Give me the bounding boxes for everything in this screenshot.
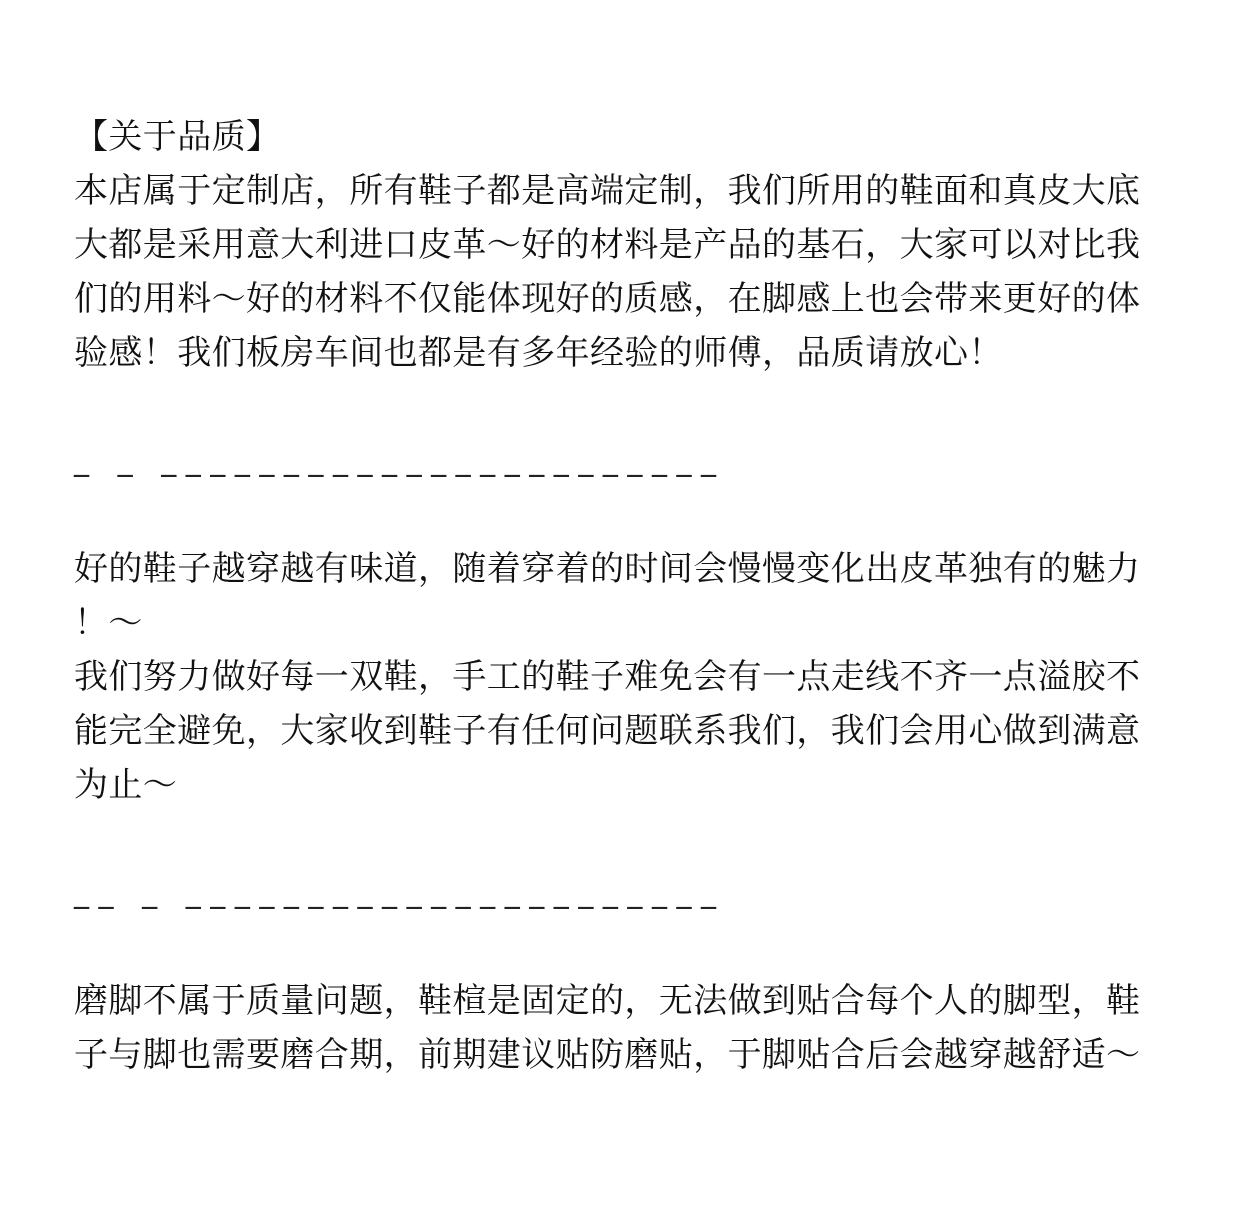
section-heading: 【关于品质】	[74, 117, 281, 157]
paragraph-line: 验感！我们板房车间也都是有多年经验的师傅，品质请放心！	[74, 333, 1003, 373]
spacer	[74, 380, 1194, 434]
paragraph-line: 为止～	[74, 765, 178, 805]
paragraph-line: 子与脚也需要磨合期，前期建议贴防磨贴，于脚贴合后会越穿越舒适～	[74, 1035, 1141, 1075]
document-body	[74, 110, 1194, 1082]
dashed-separator: _ _ _ _ _ _ _ _ _ _ _ _ _ _ _ _ _ _ _ _ _ _ _ _ _	[74, 875, 717, 910]
spacer	[74, 488, 1194, 542]
spacer	[74, 920, 1194, 974]
paragraph-line: 我们努力做好每一双鞋，手工的鞋子难免会有一点走线不齐一点溢胶不	[74, 657, 1141, 697]
paragraph-line: 能完全避免，大家收到鞋子有任何问题联系我们，我们会用心做到满意	[74, 711, 1141, 751]
spacer	[74, 812, 1194, 866]
paragraph-line: 们的用料～好的材料不仅能体现好的质感，在脚感上也会带来更好的体	[74, 279, 1141, 319]
paragraph-line: 好的鞋子越穿越有味道，随着穿着的时间会慢慢变化出皮革独有的魅力	[74, 549, 1141, 589]
paragraph-line: 大都是采用意大利进口皮革～好的材料是产品的基石，大家可以对比我	[74, 225, 1141, 265]
paragraph-line: ！～	[74, 603, 143, 643]
paragraph-line: 磨脚不属于质量问题，鞋楦是固定的，无法做到贴合每个人的脚型，鞋	[74, 981, 1141, 1021]
paragraph-line: 本店属于定制店，所有鞋子都是高端定制，我们所用的鞋面和真皮大底	[74, 171, 1141, 211]
dashed-separator: _ _ _ _ _ _ _ _ _ _ _ _ _ _ _ _ _ _ _ _ _ _ _ _ _	[74, 443, 717, 478]
